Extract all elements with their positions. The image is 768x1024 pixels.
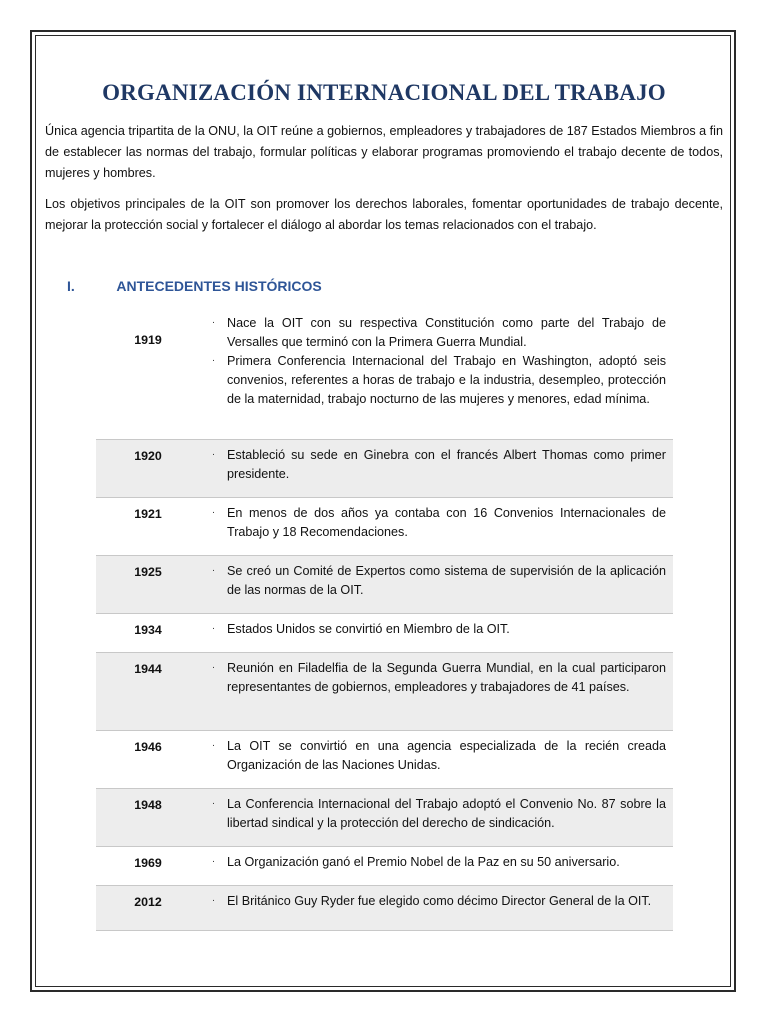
bullet-icon: · <box>211 740 216 751</box>
event-text: La Conferencia Internacional del Trabajo adoptó el Convenio No. 87 sobre la libertad sindical y la protección del derecho de sindicación. <box>227 797 666 830</box>
event-text: Se creó un Comité de Expertos como sistema de supervisión de la aplicación de las normas de la OIT. <box>227 564 666 597</box>
timeline-year: 1925 <box>134 565 162 579</box>
timeline-event <box>200 562 666 600</box>
timeline-event <box>200 659 666 697</box>
timeline-row <box>96 886 673 931</box>
timeline-row <box>96 653 673 731</box>
timeline-event <box>200 352 666 409</box>
bullet-icon: · <box>211 507 216 518</box>
bullet-icon: · <box>211 317 216 328</box>
bullet-icon: · <box>211 355 216 366</box>
timeline-events <box>200 314 673 409</box>
timeline-events <box>200 446 673 484</box>
section-title: ANTECEDENTES HISTÓRICOS <box>116 278 322 294</box>
bullet-icon: · <box>211 662 216 673</box>
event-text: Reunión en Filadelfia de la Segunda Guerra Mundial, en la cual participaron representantes de gobiernos, empleadores y trabajadores de 41 países. <box>227 661 666 694</box>
timeline-event <box>200 892 666 911</box>
timeline-event <box>200 314 666 352</box>
intro-paragraph: Única agencia tripartita de la ONU, la OIT reúne a gobiernos, empleadores y trabajadores de 187 Estados Miembros a fin de establecer las normas del trabajo, formular políticas y elaborar programas promoviendo el trabajo decente de todos, mujeres y hombres. <box>45 124 723 180</box>
timeline-events <box>200 504 673 542</box>
timeline-events <box>200 562 673 600</box>
timeline-events <box>200 892 673 911</box>
event-text: En menos de dos años ya contaba con 16 Convenios Internacionales de Trabajo y 18 Recomendaciones. <box>227 506 666 539</box>
bullet-icon: · <box>211 798 216 809</box>
timeline-row <box>96 789 673 847</box>
timeline-year: 2012 <box>134 895 162 909</box>
timeline-year: 1920 <box>134 449 162 463</box>
event-text: Primera Conferencia Internacional del Trabajo en Washington, adoptó seis convenios, referentes a horas de trabajo e la industria, desempleo, protección de la maternidad, trabajo nocturno de las mujeres y menores, edad mínima. <box>227 354 666 406</box>
timeline-event <box>200 446 666 484</box>
timeline-table <box>96 310 673 931</box>
timeline-event <box>200 737 666 775</box>
timeline-event <box>200 620 666 639</box>
bullet-icon: · <box>211 565 216 576</box>
timeline-row <box>96 614 673 653</box>
document-title: ORGANIZACIÓN INTERNACIONAL DEL TRABAJO <box>102 80 666 105</box>
timeline-events <box>200 737 673 775</box>
event-text: El Británico Guy Ryder fue elegido como décimo Director General de la OIT. <box>227 894 652 908</box>
timeline-event <box>200 504 666 542</box>
timeline-year: 1921 <box>134 507 162 521</box>
timeline-year: 1946 <box>134 740 162 754</box>
timeline-year: 1969 <box>134 856 162 870</box>
timeline-events <box>200 659 673 697</box>
timeline-row <box>96 498 673 556</box>
timeline-year: 1919 <box>134 333 162 347</box>
event-text: La Organización ganó el Premio Nobel de la Paz en su 50 aniversario. <box>227 855 620 869</box>
timeline-events <box>200 853 673 872</box>
bullet-icon: · <box>211 449 216 460</box>
event-text: Estados Unidos se convirtió en Miembro de la OIT. <box>227 622 510 636</box>
event-text: Nace la OIT con su respectiva Constitución como parte del Trabajo de Versalles que terminó con la Primera Guerra Mundial. <box>227 316 666 349</box>
objectives-paragraph: Los objetivos principales de la OIT son promover los derechos laborales, fomentar oportunidades de trabajo decente, mejorar la protección social y fortalecer el diálogo al abordar los temas relacionados con el trabajo. <box>45 197 723 232</box>
timeline-row <box>96 310 673 440</box>
timeline-row <box>96 440 673 498</box>
timeline-row <box>96 731 673 789</box>
bullet-icon: · <box>211 623 216 634</box>
timeline-event <box>200 853 666 872</box>
timeline-events <box>200 795 673 833</box>
timeline-row <box>96 847 673 886</box>
timeline-events <box>200 620 673 639</box>
timeline-year: 1948 <box>134 798 162 812</box>
timeline-year: 1944 <box>134 662 162 676</box>
timeline-year: 1934 <box>134 623 162 637</box>
bullet-icon: · <box>211 895 216 906</box>
timeline-row <box>96 556 673 614</box>
event-text: Estableció su sede en Ginebra con el francés Albert Thomas como primer presidente. <box>227 448 666 481</box>
section-heading <box>67 278 322 294</box>
event-text: La OIT se convirtió en una agencia especializada de la recién creada Organización de las Naciones Unidas. <box>227 739 666 772</box>
section-number: I. <box>67 278 75 294</box>
bullet-icon: · <box>211 856 216 867</box>
timeline-event <box>200 795 666 833</box>
